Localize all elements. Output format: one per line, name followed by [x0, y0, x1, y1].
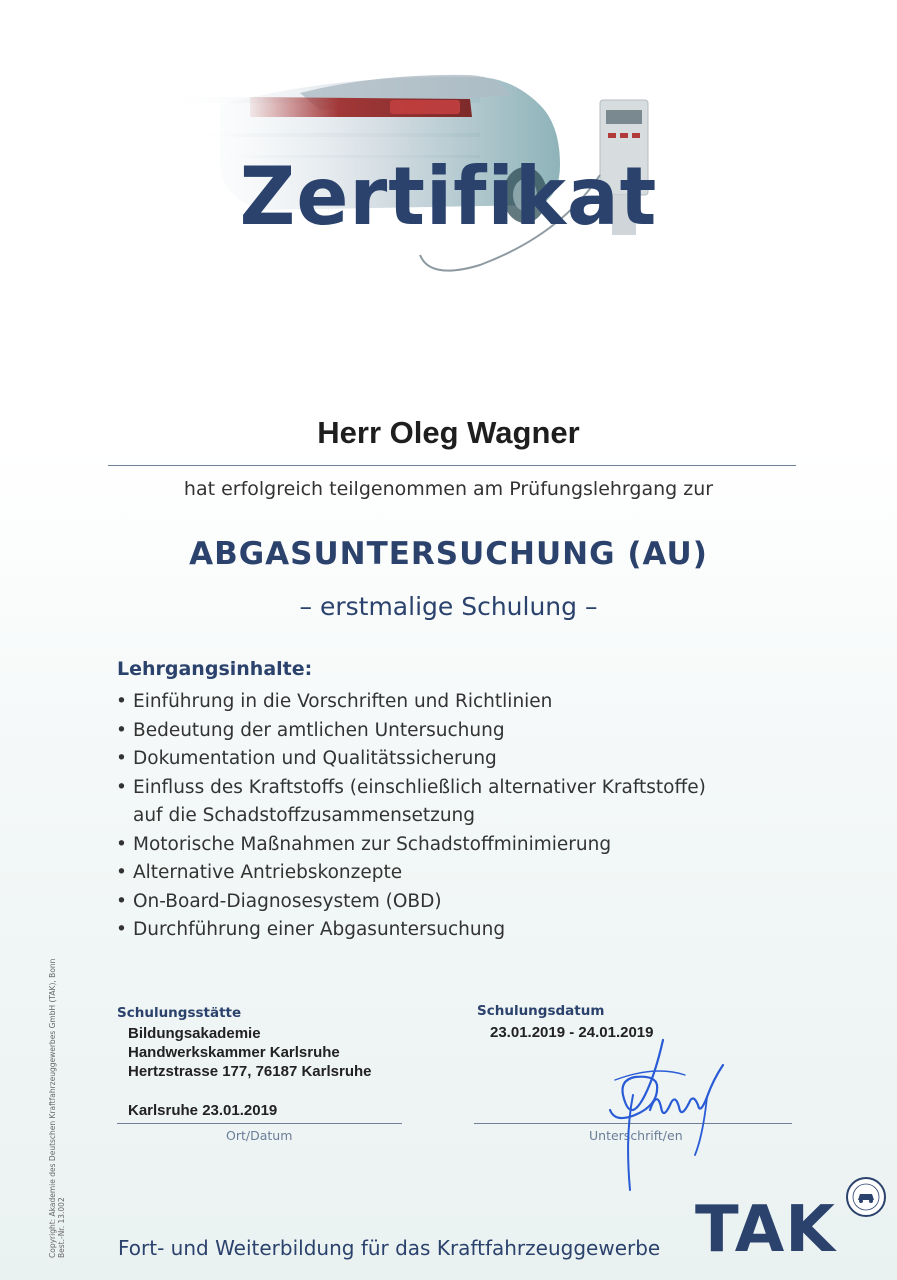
bullet-icon: • — [116, 776, 127, 798]
bullet-icon: • — [116, 691, 127, 712]
participation-statement: hat erfolgreich teilgenommen am Prüfungslehrgang zur — [183, 478, 714, 500]
bullet-icon: • — [116, 862, 127, 883]
list-item-continuation: auf die Schadstoffzusammensetzung — [133, 805, 476, 826]
handwritten-signature — [595, 1035, 745, 1195]
contents-heading: Lehrgangsinhalte: — [117, 658, 313, 680]
signature-caption: Unterschrift/en — [589, 1128, 683, 1143]
course-subtitle: – erstmalige Schulung – — [299, 592, 598, 621]
list-item: • Einführung in die Vorschriften und Richtlinien — [116, 688, 706, 717]
bullet-icon: • — [116, 919, 127, 940]
tak-logo: TAK — [695, 1193, 836, 1267]
course-title: ABGASUNTERSUCHUNG (AU) — [189, 536, 708, 572]
place-date: Karlsruhe 23.01.2019 — [128, 1102, 278, 1119]
training-date-label: Schulungsdatum — [477, 1003, 605, 1019]
list-item: • On-Board-Diagnosesystem (OBD) — [116, 888, 706, 917]
bullet-icon: • — [116, 748, 127, 769]
training-date-value: 23.01.2019 - 24.01.2019 — [490, 1024, 654, 1041]
footer-tagline: Fort- und Weiterbildung für das Kraftfahrzeuggewerbe — [118, 1236, 661, 1260]
list-item: • Einfluss des Kraftstoffs (einschließlich alternativer Kraftstoffe) — [116, 774, 706, 803]
recipient-name: Herr Oleg Wagner — [317, 415, 580, 450]
tak-seal-icon — [845, 1176, 887, 1218]
list-item: • Durchführung einer Abgasuntersuchung — [116, 916, 706, 945]
bullet-icon: • — [116, 719, 127, 741]
certificate-title: Zertifikat — [239, 150, 658, 243]
contents-list — [116, 688, 706, 945]
bullet-icon: • — [116, 890, 127, 912]
venue-line-1: Bildungsakademie — [128, 1025, 261, 1042]
copyright-notice: Copyright: Akademie des Deutschen Kraftfahrzeuggewerbes GmbH (TAK), Bonn Best.-Nr. 13.002 — [48, 958, 66, 1258]
name-divider — [108, 465, 796, 466]
venue-address — [128, 1024, 372, 1081]
venue-line-2: Handwerkskammer Karlsruhe — [128, 1044, 340, 1061]
list-item: • Motorische Maßnahmen zur Schadstoffminimierung — [116, 831, 706, 860]
place-date-line — [117, 1123, 402, 1124]
place-date-caption: Ort/Datum — [226, 1128, 293, 1143]
venue-line-3: Hertzstrasse 177, 76187 Karlsruhe — [128, 1063, 372, 1080]
list-item: • Alternative Antriebskonzepte — [116, 859, 706, 888]
venue-label: Schulungsstätte — [117, 1005, 242, 1021]
bullet-icon: • — [116, 833, 127, 855]
list-item: • Bedeutung der amtlichen Untersuchung — [116, 717, 706, 746]
list-item: • Dokumentation und Qualitätssicherung — [116, 745, 706, 774]
